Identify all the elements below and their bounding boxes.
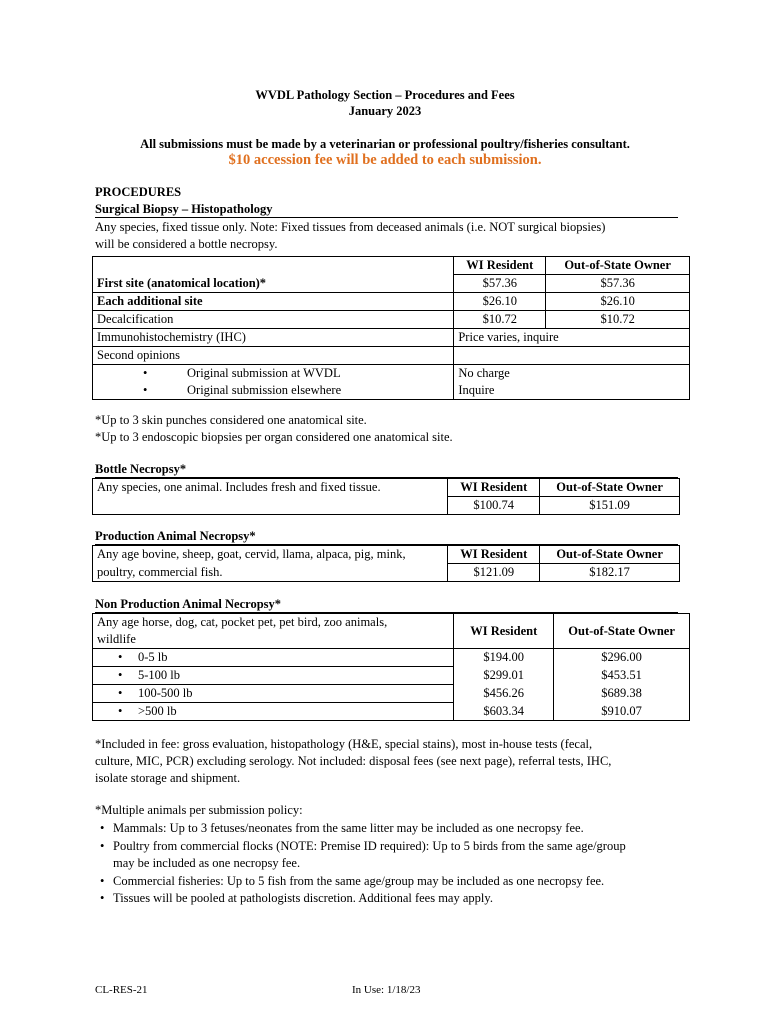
- in-use-date: In Use: 1/18/23: [352, 984, 421, 996]
- production-fee-table: [92, 545, 680, 582]
- surgical-fee-table: [92, 256, 690, 400]
- bottle-necropsy-heading: Bottle Necropsy*: [95, 462, 678, 478]
- note-skin-punches: *Up to 3 skin punches considered one anatomical site.: [95, 413, 367, 427]
- table-row: Any age bovine, sheep, goat, cervid, llama, alpaca, pig, mink, WI Resident Out-of-State Owner: [93, 546, 680, 564]
- policy-list: [100, 820, 690, 908]
- table-row: $100.74 $151.09: [93, 497, 680, 515]
- table-header-row: Any age horse, dog, cat, pocket pet, pet bird, zoo animals, wildlife WI Resident Out-of-State Owner: [93, 614, 690, 649]
- procedures-label: PROCEDURES: [95, 185, 182, 199]
- nonproduction-fee-table: [92, 613, 690, 721]
- included-line1: *Included in fee: gross evaluation, histopathology (H&E, special stains), most in-house tests (fecal,: [95, 737, 593, 751]
- table-row: • Original submission elsewhere Inquire: [93, 382, 690, 400]
- included-line2: culture, MIC, PCR) excluding serology. Not included: disposal fees (see next page), referral tests, IHC,: [95, 754, 612, 768]
- document-code: CL-RES-21: [95, 984, 148, 996]
- table-row: Second opinions: [93, 347, 690, 365]
- surgical-biopsy-heading: Surgical Biopsy – Histopathology: [95, 202, 678, 218]
- policy-heading: *Multiple animals per submission policy:: [95, 803, 303, 817]
- document-date: January 2023: [348, 104, 422, 118]
- document-title: WVDL Pathology Section – Procedures and Fees: [255, 88, 515, 102]
- col-wi-resident: WI Resident: [454, 257, 546, 275]
- col-out-of-state: Out-of-State Owner: [546, 257, 690, 275]
- production-necropsy-heading: Production Animal Necropsy*: [95, 529, 678, 545]
- list-item: • Commercial fisheries: Up to 5 fish from the same age/group may be included as one necropsy fee.: [100, 873, 605, 888]
- accession-fee-notice: $10 accession fee will be added to each submission.: [228, 152, 542, 168]
- table-row: Each additional site $26.10 $26.10: [93, 293, 690, 311]
- surgical-desc-line2: will be considered a bottle necropsy.: [95, 237, 278, 251]
- note-endoscopic: *Up to 3 endoscopic biopsies per organ considered one anatomical site.: [95, 430, 453, 444]
- table-row: poultry, commercial fish. $121.09 $182.17: [93, 564, 680, 582]
- table-row: • 5-100 lb $299.01 $453.51: [93, 667, 690, 685]
- submission-notice: All submissions must be made by a veterinarian or professional poultry/fisheries consultant.: [140, 137, 630, 151]
- table-row: • 100-500 lb $456.26 $689.38: [93, 685, 690, 703]
- table-row: First site (anatomical location)* $57.36 $57.36: [93, 275, 690, 293]
- list-item: • Mammals: Up to 3 fetuses/neonates from the same litter may be included as one necropsy fee.: [100, 821, 584, 835]
- table-row: Immunohistochemistry (IHC) Price varies, inquire: [93, 329, 690, 347]
- bottle-fee-table: [92, 478, 680, 515]
- table-row: Decalcification $10.72 $10.72: [93, 311, 690, 329]
- surgical-desc-line1: Any species, fixed tissue only. Note: Fixed tissues from deceased animals (i.e. NOT surgical biopsies): [95, 220, 606, 234]
- table-row: • >500 lb $603.34 $910.07: [93, 703, 690, 721]
- list-item: • Tissues will be pooled at pathologists discretion. Additional fees may apply.: [100, 891, 493, 905]
- table-row: Any species, one animal. Includes fresh and fixed tissue. WI Resident Out-of-State Owner: [93, 479, 680, 497]
- table-row: • Original submission at WVDL No charge: [93, 365, 690, 383]
- list-item: • Poultry from commercial flocks (NOTE: Premise ID required): Up to 5 birds from the same age/group may be included as one necropsy fee.: [100, 838, 626, 870]
- table-header-row: [93, 257, 690, 275]
- nonproduction-necropsy-heading: Non Production Animal Necropsy*: [95, 597, 678, 613]
- included-line3: isolate storage and shipment.: [95, 771, 241, 785]
- table-row: • 0-5 lb $194.00 $296.00: [93, 649, 690, 667]
